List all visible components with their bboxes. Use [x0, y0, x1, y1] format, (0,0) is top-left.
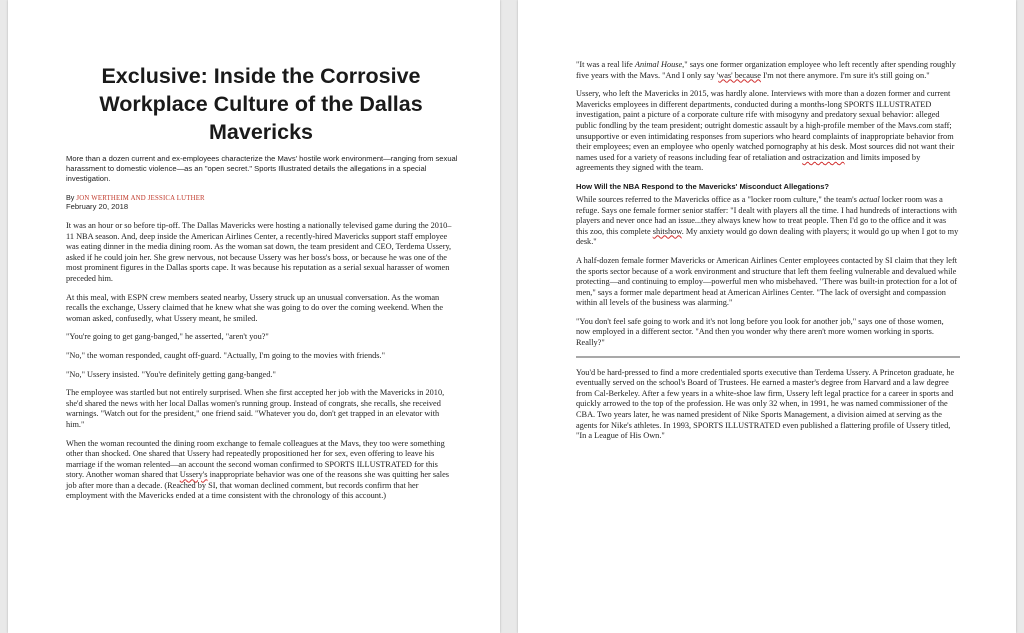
text-run: and limits imposed by agreements they signed with the team.: [576, 152, 921, 173]
article-dek: More than a dozen current and ex-employees characterize the Mavs' hostile work environment—ranging from sexual harassment to domestic violence—as an "open secret." Sports Illustrated details the allegations in a special investigation.: [66, 154, 458, 183]
section-subhead: How Will the NBA Respond to the Mavericks' Misconduct Allegations?: [576, 181, 830, 191]
paragraph: It was an hour or so before tip-off. The Dallas Mavericks were hosting a nationally televised game during the 2010–11 NBA season. And, deep inside the American Airlines Center, a recently-hired Mavericks support staff employee was eating dinner in the media dining room. As the woman sat down, the team president and CEO, Terdema Ussery, asked if he could join her. She grew nervous, not because Ussery was her boss's boss, or because he was one of the most prominent figures in the Dallas sports cape. It was because his reputation as a serial sexual harasser of women preceded him.: [66, 221, 452, 283]
paragraph: "No," the woman responded, caught off-guard. "Actually, I'm going to the movies with friends.": [66, 350, 385, 360]
paragraph: [66, 439, 458, 503]
paragraph: [576, 195, 960, 248]
text-run: "It was a real life: [576, 60, 635, 69]
italic-text: Animal House: [634, 60, 683, 69]
text-run: inappropriate behavior was one of the reasons she was quitting her sales job after more than a decade. (Reached by SI, that woman declined comment, but records confirm that her employment with the Mavericks ended at a time consistent with the chronology of this account.): [66, 470, 449, 501]
byline-authors: JON WERTHEIM AND JESSICA LUTHER: [76, 195, 205, 202]
article-body-right: [576, 60, 960, 450]
paragraph: The employee was startled but not entirely surprised. When she first accepted her job with the Mavericks in 2010, she'd shared the news with her local Dallas women's running group. Instead of congrats, she recalls, she received warnings. "Watch out for the president," one friend said. "Whatever you do, don't get trapped in an elevator with him.": [66, 388, 445, 429]
page-1: [8, 0, 500, 633]
text-run: Ussery, who left the Mavericks in 2015, was hardly alone. Interviews with more than a dozen former and current Mavericks employees in different departments, conducted during a months-long SPORTS ILLUSTRATED investigation, paint a picture of a corporate culture rife with misogyny and predatory sexual behavior: alleged public fondling by the team president; outright domestic assault by a high-profile member of the Mavs.com staff; unsupportive or even intimidating responses from superiors who heard complaints of inappropriate behavior from their employees; even an employee who openly watched pornography at his desk. Most sources did not want their names used for a variety of reasons including fear of retaliation and: [576, 89, 955, 162]
spellcheck-flagged-word[interactable]: ostracization: [802, 152, 845, 162]
text-run: . My anxiety would go down dealing with players; it would go up when I got to my desk.": [576, 226, 959, 247]
article-body-left: [66, 221, 458, 510]
text-run: While sources referred to the Mavericks office as a "locker room culture," the team's: [576, 194, 859, 204]
paragraph: "No," Ussery insisted. "You're definitely getting gang-banged.": [66, 369, 276, 379]
paragraph: A half-dozen female former Mavericks or American Airlines Center employees contacted by SI claim that they left the sports sector because of a work environment and structure that left them feeling vulnerable and devalued while protecting—and continuing to employ—powerful men who misbehaved. "There was built-in protection for a lot of men," says a former male department head at American Airlines Center. "The lack of oversight and compassion within all levels of the business was alarming.": [576, 255, 958, 308]
paragraph: [576, 60, 960, 81]
paragraph: You'd be hard-pressed to find a more credentialed sports executive than Terdema Ussery. A Princeton graduate, he eventually served on the school's Board of Trustees. He earned a master's degree from Harvard and a law degree from Cal-Berkeley. After a few years in a white-shoe law firm, Ussery left legal practice for a career in sports and quickly arrowed to the top of the profession. He was only 32 when, in 1991, he was named commissioner of the CBA. Two years later, he was named president of Nike Sports Management, a division aimed at serving as the agents for Nike's athletes. In 1993, SPORTS ILLUSTRATED even published a flattering profile of Ussery titled, "In a League of His Own.": [576, 367, 955, 441]
paragraph: "You don't feel safe going to work and it's not long before you look for another job," says one of those women, now employed in a different sector. "And then you wonder why there aren't more women working in sports. Really?": [576, 316, 944, 348]
paragraph: [576, 89, 960, 174]
article-title: Exclusive: Inside the Corrosive Workplace Culture of the Dallas Mavericks: [99, 64, 423, 144]
paragraph: "You're going to get gang-banged," he asserted, "aren't you?": [66, 332, 269, 342]
spellcheck-flagged-word[interactable]: shitshow: [652, 226, 682, 236]
italic-text: actual: [858, 194, 880, 204]
text-run: When the woman recounted the dining room exchange to female colleagues at the Mavs, they too were something other than shocked. One shared that Ussery had repeatedly propositioned her for sex, even offering to leave his marriage if the woman relented—an account the second woman confirmed to SPORTS ILLUSTRATED for this story. Another woman shared that: [66, 438, 445, 480]
spellcheck-flagged-word[interactable]: Ussery's: [179, 470, 208, 480]
publish-date: February 20, 2018: [66, 202, 129, 211]
text-run: I'm not there anymore. I'm sure it's still going on.": [760, 70, 930, 80]
paragraph: At this meal, with ESPN crew members seated nearby, Ussery struck up an unusual conversation. As the woman recalls the exchange, Ussery claimed that he knew what she was going to do over the coming weekend. When the woman asked, confusedly, what Ussery meant, he smiled.: [66, 292, 444, 323]
page-2: [518, 0, 1016, 633]
byline-prefix: By: [66, 193, 77, 202]
text-run: locker room was a refuge. Says one female former senior staffer: "I dealt with players all the time. I had hundreds of interactions with players and never once had an issue...they always knew how to treat people. Then I'd go to the office and it was this zoo, this complete: [576, 194, 957, 236]
text-run: ," says one former organization employee who left recently after spending roughly five years with the Mavs. "And I only say ': [576, 60, 956, 80]
spellcheck-flagged-word[interactable]: was' because: [718, 70, 761, 80]
section-divider: [576, 356, 960, 358]
